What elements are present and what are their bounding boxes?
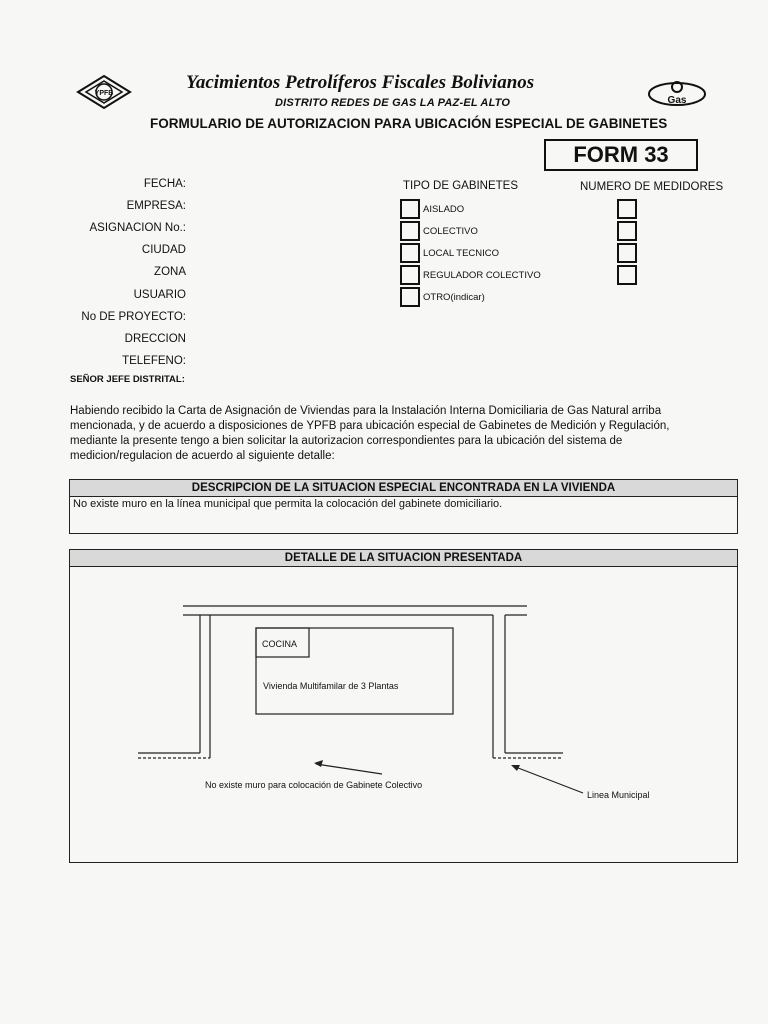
addressee: SEÑOR JEFE DISTRITAL: bbox=[70, 374, 185, 385]
option-otro: OTRO(indicar) bbox=[423, 292, 485, 303]
district-name: DISTRITO REDES DE GAS LA PAZ-EL ALTO bbox=[275, 97, 511, 109]
option-local-tecnico: LOCAL TECNICO bbox=[423, 248, 500, 259]
gas-logo-text: Gas bbox=[667, 95, 687, 106]
option-aislado: AISLADO bbox=[423, 204, 465, 215]
option-regulador-colectivo: REGULADOR COLECTIVO bbox=[423, 270, 541, 281]
field-proyecto: No DE PROYECTO: bbox=[81, 311, 186, 323]
description-text: No existe muro en la línea municipal que permita la colocación del gabinete domiciliario. bbox=[73, 498, 503, 510]
field-direccion: DRECCION bbox=[124, 333, 186, 345]
description-heading: DESCRIPCION DE LA SITUACION ESPECIAL ENCONTRADA EN LA VIVIENDA bbox=[70, 480, 737, 497]
house-label: Vivienda Multifamilar de 3 Plantas bbox=[263, 681, 399, 691]
field-zona: ZONA bbox=[154, 266, 186, 278]
field-empresa: EMPRESA: bbox=[126, 200, 186, 212]
field-fecha: FECHA: bbox=[143, 178, 186, 190]
kitchen-label: COCINA bbox=[262, 639, 298, 649]
municipal-line-label: Linea Municipal bbox=[587, 790, 650, 800]
no-wall-label: No existe muro para colocación de Gabinete Colectivo bbox=[205, 780, 423, 790]
request-paragraph: Habiendo recibido la Carta de Asignación de Viviendas para la Instalación Interna Domiciliaria de Gas Natural arriba mencionada, y de acuerdo a disposiciones de YPFB para ubicación especial de Gabinetes de Medición y Regulación, mediante la presente tengo a bien solicitar la autorizacion correspondientes para la ubicación del sistema de medicion/regulacion de acuerdo al siguiente detalle: bbox=[70, 405, 670, 462]
field-ciudad: CIUDAD bbox=[141, 244, 186, 256]
option-colectivo: COLECTIVO bbox=[423, 226, 478, 237]
field-telefono: TELEFENO: bbox=[122, 355, 186, 367]
field-usuario: USUARIO bbox=[133, 289, 186, 301]
cabinet-types-heading: TIPO DE GABINETES bbox=[403, 180, 519, 192]
form-number: FORM 33 bbox=[544, 139, 698, 171]
ypfb-logo-text: YPFB bbox=[94, 90, 114, 97]
form-title: FORMULARIO DE AUTORIZACION PARA UBICACIÓN ESPECIAL DE GABINETES bbox=[150, 116, 668, 131]
field-asignacion: ASIGNACION No.: bbox=[89, 222, 186, 234]
meters-heading: NUMERO DE MEDIDORES bbox=[580, 181, 724, 193]
organization-name: Yacimientos Petrolíferos Fiscales Bolivianos bbox=[186, 72, 535, 93]
detail-heading: DETALLE DE LA SITUACION PRESENTADA bbox=[70, 550, 737, 567]
